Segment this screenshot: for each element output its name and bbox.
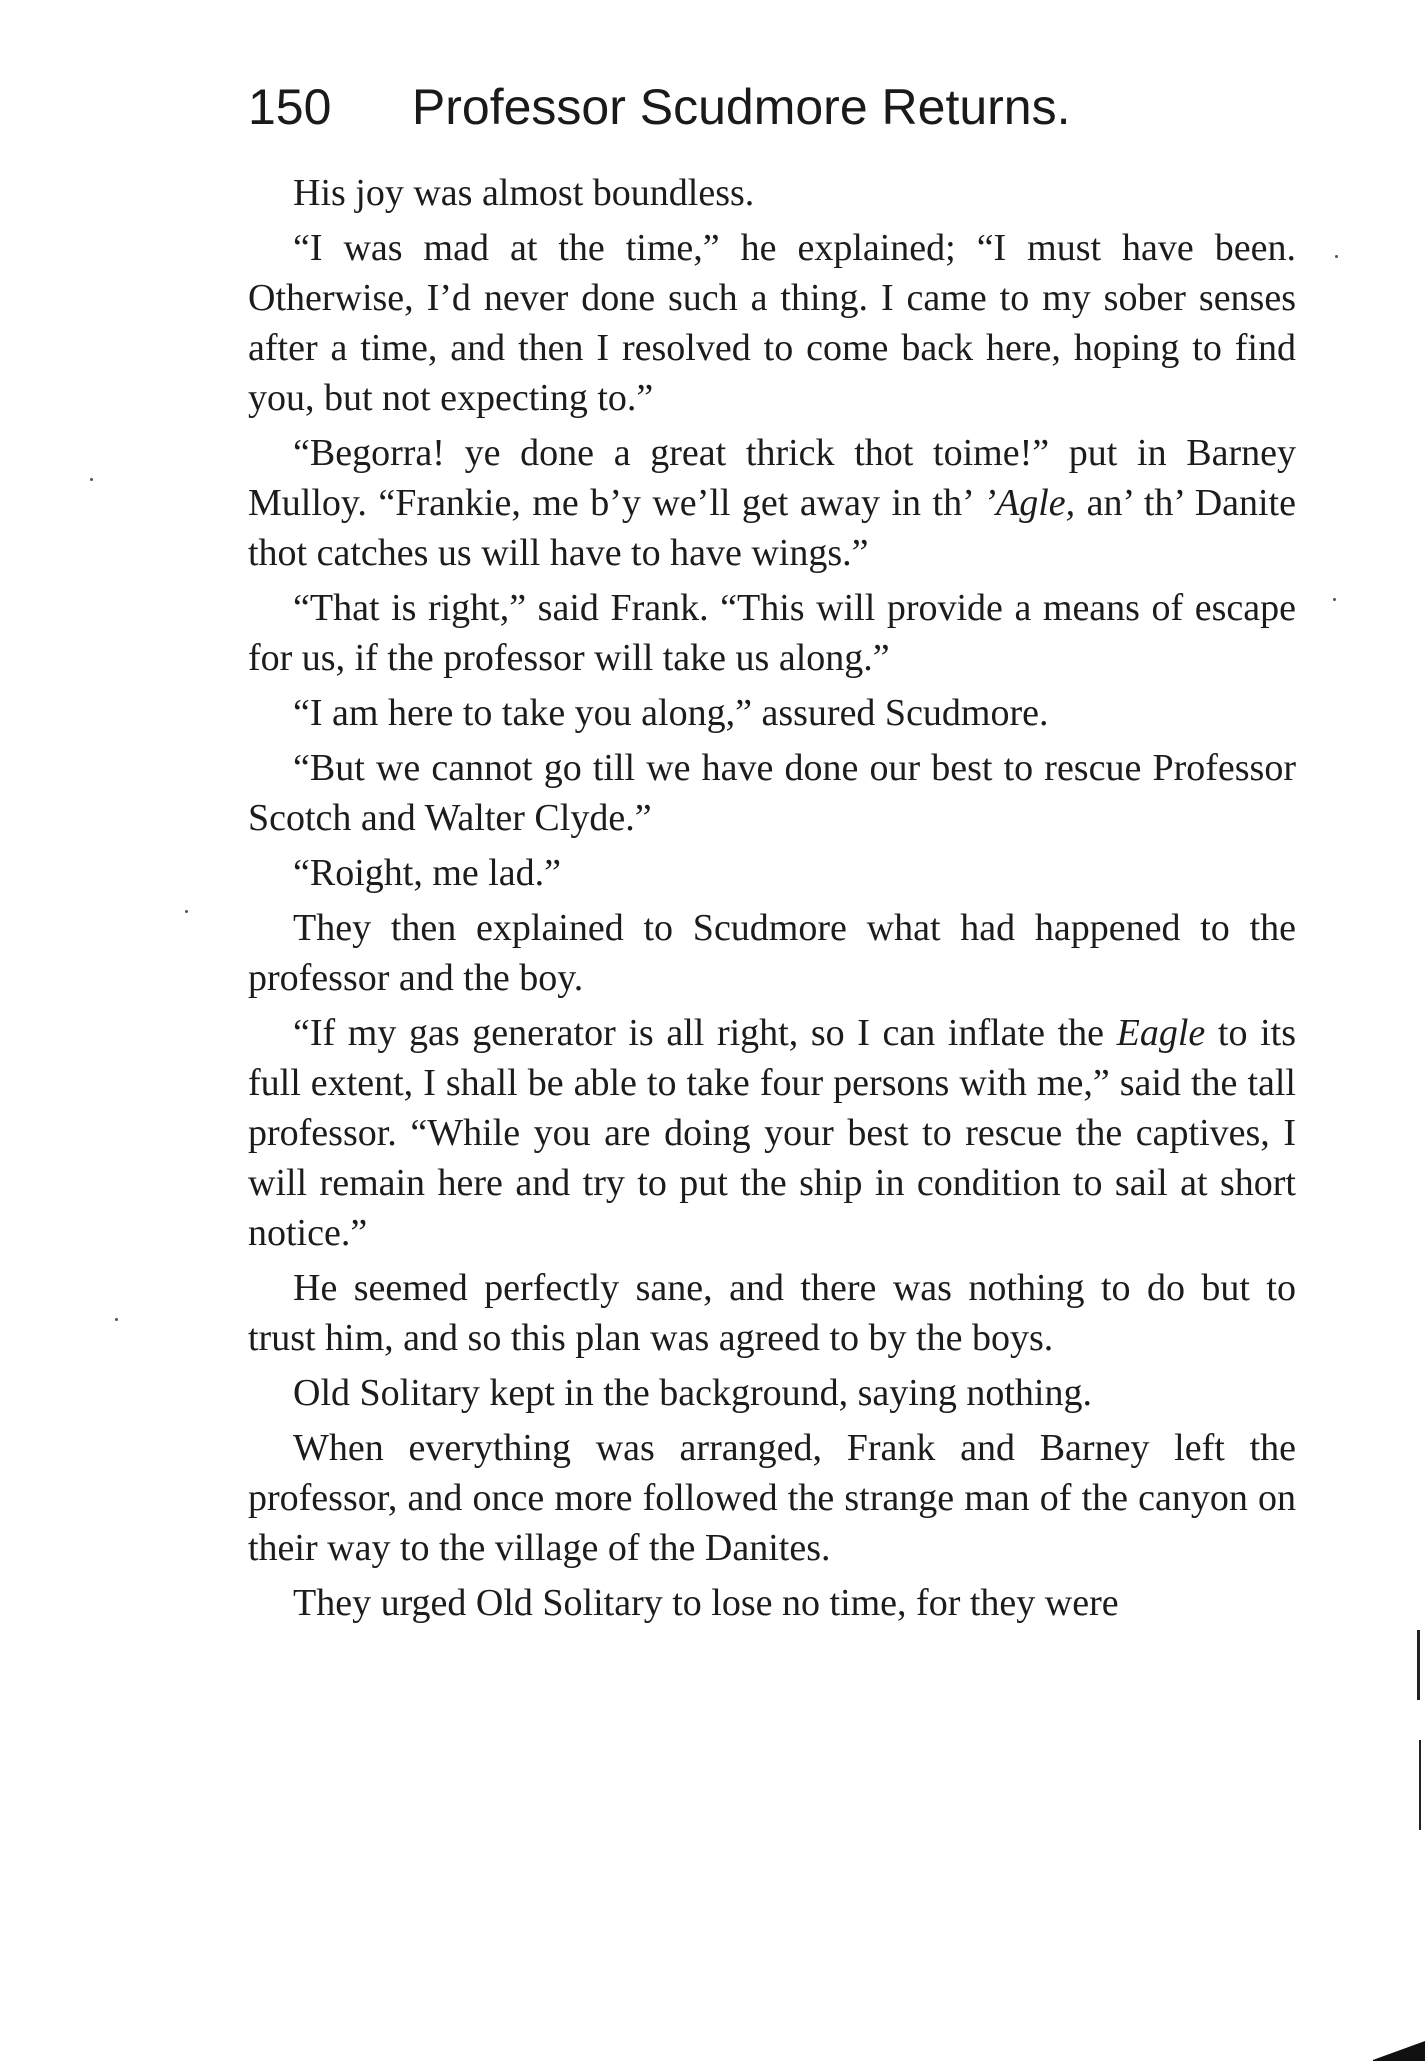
text-run: When everything was arranged, Frank and Barney left the professor, and once more followed the strange man of the canyon on their way to the village of the Danites. xyxy=(248,1427,1296,1569)
paragraph xyxy=(248,428,1296,578)
text-run: His joy was almost boundless. xyxy=(293,172,755,214)
text-run: “If my gas generator is all right, so I can inflate the xyxy=(293,1012,1117,1054)
scan-edge-mark xyxy=(1417,1630,1420,1700)
running-head xyxy=(248,62,1298,152)
text-run: “That is right,” said Frank. “This will provide a means of escape for us, if the professor will take us along.” xyxy=(248,587,1296,679)
paragraph xyxy=(248,1008,1296,1258)
text-run: They then explained to Scudmore what had happened to the professor and the boy. xyxy=(248,907,1296,999)
italic-text: ’Agle, xyxy=(983,482,1076,524)
text-run: They urged Old Solitary to lose no time, for they were xyxy=(293,1582,1119,1624)
paragraph xyxy=(248,168,1296,218)
text-run: “Begorra! ye done a great thrick thot toime!” put in Barney Mulloy. “Frankie, me b’y we’ll get away in th’ xyxy=(248,432,1296,524)
text-run: “I was mad at the time,” he explained; “I must have been. Otherwise, I’d never done such a thing. I came to my sober senses after a time, and then I resolved to come back here, hoping to find you, but not expecting to.” xyxy=(248,227,1296,419)
text-run: Old Solitary kept in the background, saying nothing. xyxy=(293,1372,1092,1414)
paragraph xyxy=(248,223,1296,423)
scan-speck xyxy=(1333,598,1336,601)
paragraph xyxy=(248,848,1296,898)
scan-speck xyxy=(115,1318,118,1321)
text-run: “I am here to take you along,” assured Scudmore. xyxy=(293,692,1049,734)
text-run: to its full extent, I shall be able to take four persons with me,” said the tall professor. “While you are doing your best to rescue the captives, I will remain here and try to put the ship in condition to sail at short notice.” xyxy=(248,1012,1296,1254)
paragraph xyxy=(248,583,1296,683)
text-run: an’ th’ Danite thot catches us will have to have wings.” xyxy=(248,482,1296,574)
scan-speck xyxy=(185,910,188,913)
scan-corner-shadow xyxy=(1373,2035,1425,2061)
paragraph xyxy=(248,903,1296,1003)
text-run: “But we cannot go till we have done our best to rescue Professor Scotch and Walter Clyde.” xyxy=(248,747,1296,839)
text-run: “Roight, me lad.” xyxy=(293,852,562,894)
italic-text: Eagle xyxy=(1116,1012,1206,1054)
paragraph xyxy=(248,1368,1296,1418)
scan-edge-mark xyxy=(1419,1740,1421,1830)
body-text xyxy=(248,168,1296,1633)
paragraph xyxy=(248,1423,1296,1573)
paragraph xyxy=(248,743,1296,843)
scan-speck xyxy=(1335,255,1338,258)
page-title: Professor Scudmore Returns. xyxy=(411,79,1071,135)
text-run: He seemed perfectly sane, and there was nothing to do but to trust him, and so this plan was agreed to by the boys. xyxy=(248,1267,1296,1359)
scan-speck xyxy=(90,478,93,481)
paragraph xyxy=(248,1263,1296,1363)
paragraph xyxy=(248,688,1296,738)
paragraph xyxy=(248,1578,1296,1628)
page-number: 150 xyxy=(248,79,332,135)
